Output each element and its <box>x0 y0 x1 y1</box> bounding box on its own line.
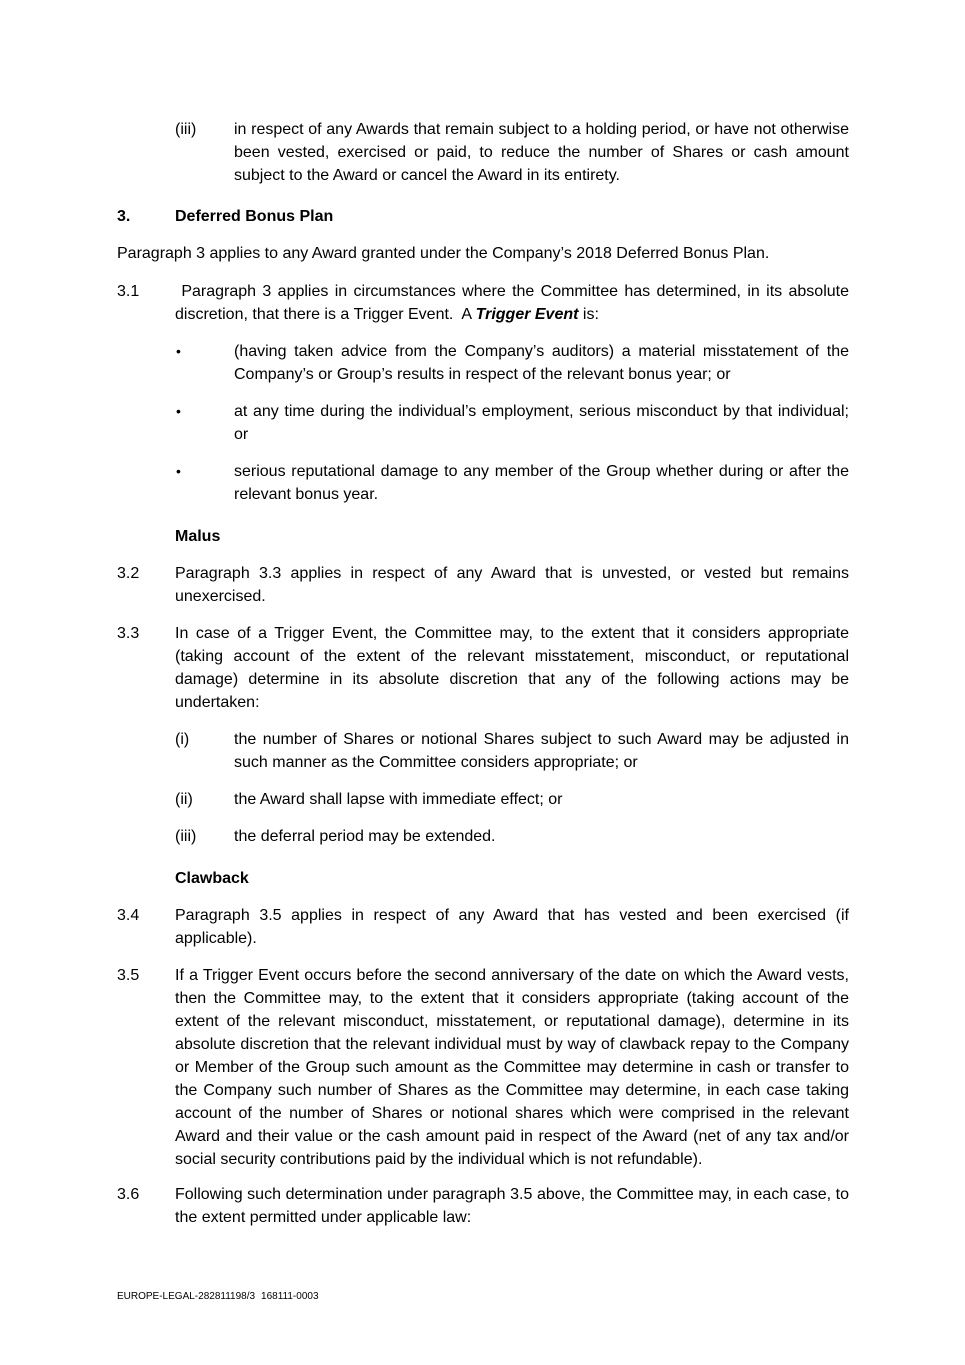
bullet-icon: • <box>176 343 181 359</box>
bullet-icon: • <box>176 463 181 479</box>
para-number-3-3: 3.3 <box>117 625 140 642</box>
section-number: 3. <box>117 208 131 225</box>
item-label-iii: (iii) <box>175 828 197 845</box>
item-text-ii: the Award shall lapse with immediate effect; or <box>234 791 563 808</box>
para-number-3-6: 3.6 <box>117 1186 140 1203</box>
bullet-text-1: (having taken advice from the Company’s auditors) a material misstatement of the Company’s or Group’s results in respect of the relevant bonus year; or <box>234 343 849 383</box>
footer-matter-ref: 168111-0003 <box>261 1291 319 1302</box>
item-label-i: (i) <box>175 731 190 748</box>
bullet-text-2: at any time during the individual’s employment, serious misconduct by that individual; or <box>234 403 849 443</box>
para-number-3-1: 3.1 <box>117 283 140 300</box>
item-label-top-iii: (iii) <box>175 121 197 138</box>
malus-heading: Malus <box>175 528 221 545</box>
para-number-3-2: 3.2 <box>117 565 140 582</box>
section-title: Deferred Bonus Plan <box>175 208 334 225</box>
para-number-3-4: 3.4 <box>117 907 140 924</box>
section-intro: Paragraph 3 applies to any Award granted under the Company’s 2018 Deferred Bonus Plan. <box>117 245 770 262</box>
item-text-top-iii: in respect of any Awards that remain subject to a holding period, or have not otherwise been vested, exercised or paid, to reduce the number of Shares or cash amount subject to the Award or cancel the Award in its entirety. <box>234 121 849 184</box>
para-3-1-text-after: is: <box>578 306 599 323</box>
para-text-3-1 <box>175 280 854 326</box>
page-footer <box>117 1291 319 1303</box>
item-label-ii: (ii) <box>175 791 193 808</box>
trigger-event-term: Trigger Event <box>475 306 579 323</box>
para-text-3-4: Paragraph 3.5 applies in respect of any Award that has vested and been exercised (if applicable). <box>175 907 849 947</box>
para-text-3-5: If a Trigger Event occurs before the second anniversary of the date on which the Award vests, then the Committee may, to the extent that it considers appropriate (taking account of the extent of the relevant misconduct, misstatement, or reputational damage), determine in its absolute discretion that the relevant individual must by way of clawback repay to the Company or Member of the Group such amount as the Committee may determine in cash or transfer to the Company such number of Shares as the Committee may determine, in each case taking account of the number of Shares or notional shares which were comprised in the relevant Award and their value or the cash amount paid in respect of the Award (net of any tax and/or social security contributions paid by the individual which is not refundable). <box>175 967 849 1168</box>
item-text-iii: the deferral period may be extended. <box>234 828 496 845</box>
bullet-text-3: serious reputational damage to any member of the Group whether during or after the relevant bonus year. <box>234 463 849 503</box>
para-text-3-6: Following such determination under paragraph 3.5 above, the Committee may, in each case, to the extent permitted under applicable law: <box>175 1186 849 1226</box>
para-text-3-2: Paragraph 3.3 applies in respect of any Award that is unvested, or vested but remains unexercised. <box>175 565 849 605</box>
item-text-i: the number of Shares or notional Shares subject to such Award may be adjusted in such manner as the Committee considers appropriate; or <box>234 731 849 771</box>
para-text-3-3: In case of a Trigger Event, the Committee may, to the extent that it considers appropriate (taking account of the extent of the relevant misstatement, misconduct, or reputational damage) determine in its absolute discretion that any of the following actions may be undertaken: <box>175 625 849 711</box>
footer-doc-ref: EUROPE-LEGAL-282811198/3 <box>117 1291 256 1302</box>
clawback-heading: Clawback <box>175 870 249 887</box>
bullet-icon: • <box>176 403 181 419</box>
para-number-3-5: 3.5 <box>117 967 140 984</box>
para-3-1-text-before: Paragraph 3 applies in circumstances where the Committee has determined, in its absolute discretion, that there is a Trigger Event. A <box>175 283 854 323</box>
